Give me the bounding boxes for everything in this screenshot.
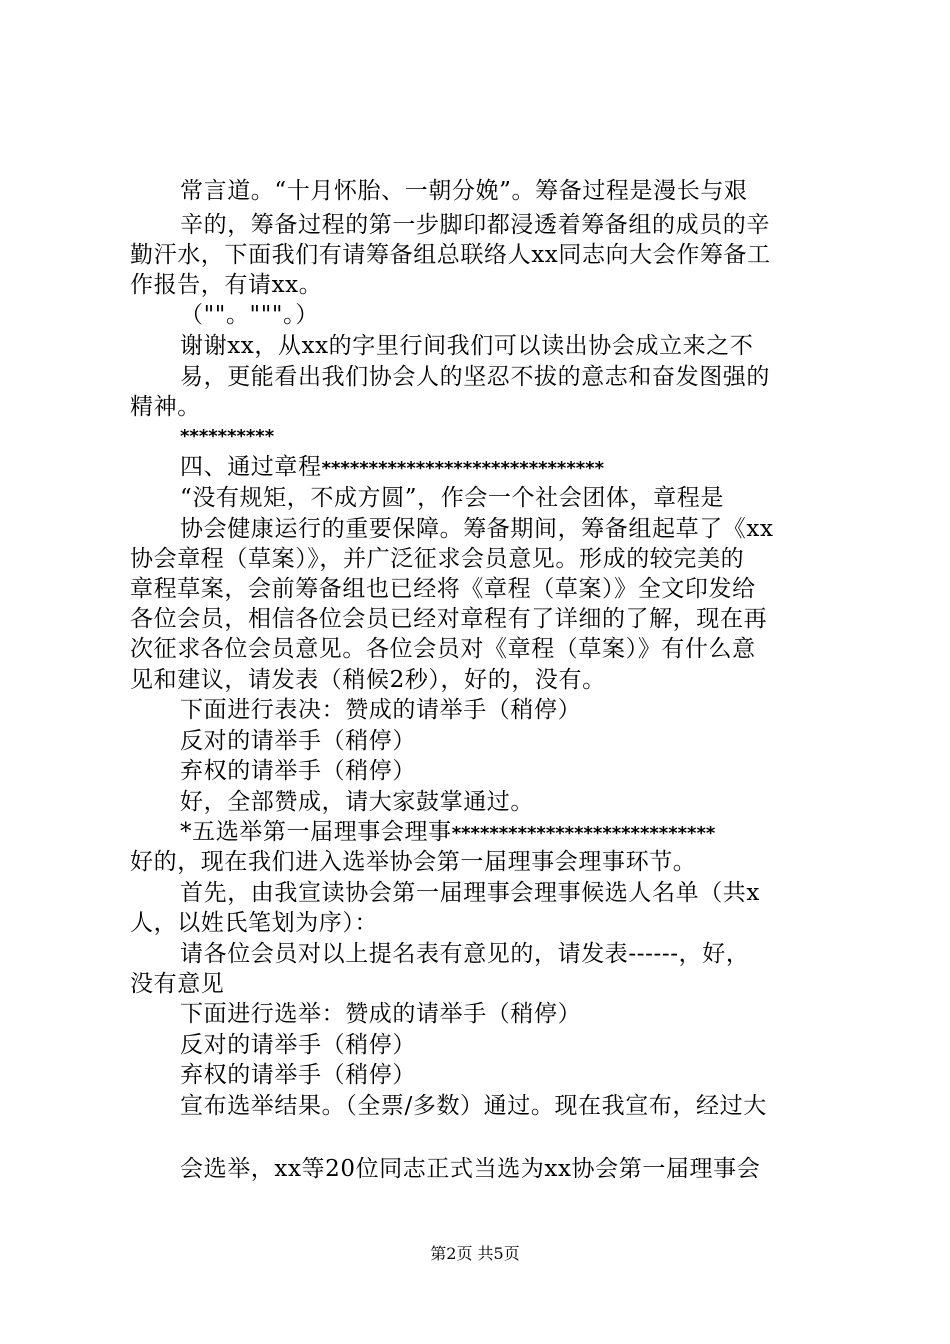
text-line: 反对的请举手（稍停） [180,1032,416,1058]
text-line: 协会章程（草案）》，并广泛征求会员意见。形成的较完美的 [130,546,745,572]
text-line: 宣布选举结果。（全票/多数）通过。现在我宣布，经过大 [180,1093,767,1119]
text-line: （""。"""。） [180,302,319,328]
text-line: 各位会员，相信各位会员已经对章程有了详细的了解，现在再 [130,606,768,632]
text-line: 好的，现在我们进入选举协会第一届理事会理事环节。 [130,849,697,875]
text-line: 作报告，有请xx。 [130,272,323,298]
separator-stars: **************************** [451,823,716,844]
text-line: 谢谢xx，从xx的字里行间我们可以读出协会成立来之不 [180,333,754,359]
section-heading-text: 四、通过章程 [180,454,322,480]
separator-stars: ****************************** [321,458,605,479]
text-line: 常言道。“十月怀胎、一朝分娩”。筹备过程是漫长与艰 [180,178,748,204]
text-line: 请各位会员对以上提名表有意见的，请发表------，好， [180,941,750,967]
section-heading [180,817,715,849]
text-line: 弃权的请举手（稍停） [180,1062,416,1088]
text-line: 弃权的请举手（稍停） [180,758,416,784]
text-line: 反对的请举手（稍停） [180,728,416,754]
section-heading-text: *五选举第一届理事会理事 [180,819,452,845]
text-line: 易，更能看出我们协会人的坚忍不拔的意志和奋发图强的 [180,364,770,390]
text-line: 下面进行选举：赞成的请举手（稍停） [180,1001,582,1027]
text-line: 会选举，xx等20位同志正式当选为xx协会第一届理事会 [180,1156,761,1182]
text-line: 没有意见 [130,971,225,997]
text-line: “没有规矩，不成方圆”，作会一个社会团体，章程是 [180,485,724,511]
page-footer: 第2页 共5页 [430,1244,520,1263]
text-line: 好，全部赞成，请大家鼓掌通过。 [180,789,534,815]
text-line: 勤汗水，下面我们有请筹备组总联络人xx同志向大会作筹备工 [130,242,771,268]
separator-stars: ********** [180,426,275,447]
section-heading [180,452,604,484]
text-line: 次征求各位会员意见。各位会员对《章程（草案）》有什么意 [130,636,756,662]
text-line: 辛的，筹备过程的第一步脚印都浸透着筹备组的成员的辛 [180,212,770,238]
text-line: 协会健康运行的重要保障。筹备期间，筹备组起草了《xx [180,516,774,542]
text-line: 首先，由我宣读协会第一届理事会理事候选人名单（共x [180,880,760,906]
text-line: 见和建议，请发表（稍候2秒），好的，没有。 [130,667,606,693]
text-line: 精神。 [130,394,201,420]
text-line: 章程草案，会前筹备组也已经将《章程（草案）》全文印发给 [130,576,756,602]
text-line: 下面进行表决：赞成的请举手（稍停） [180,697,582,723]
text-line: 人，以姓氏笔划为序）： [130,910,379,936]
